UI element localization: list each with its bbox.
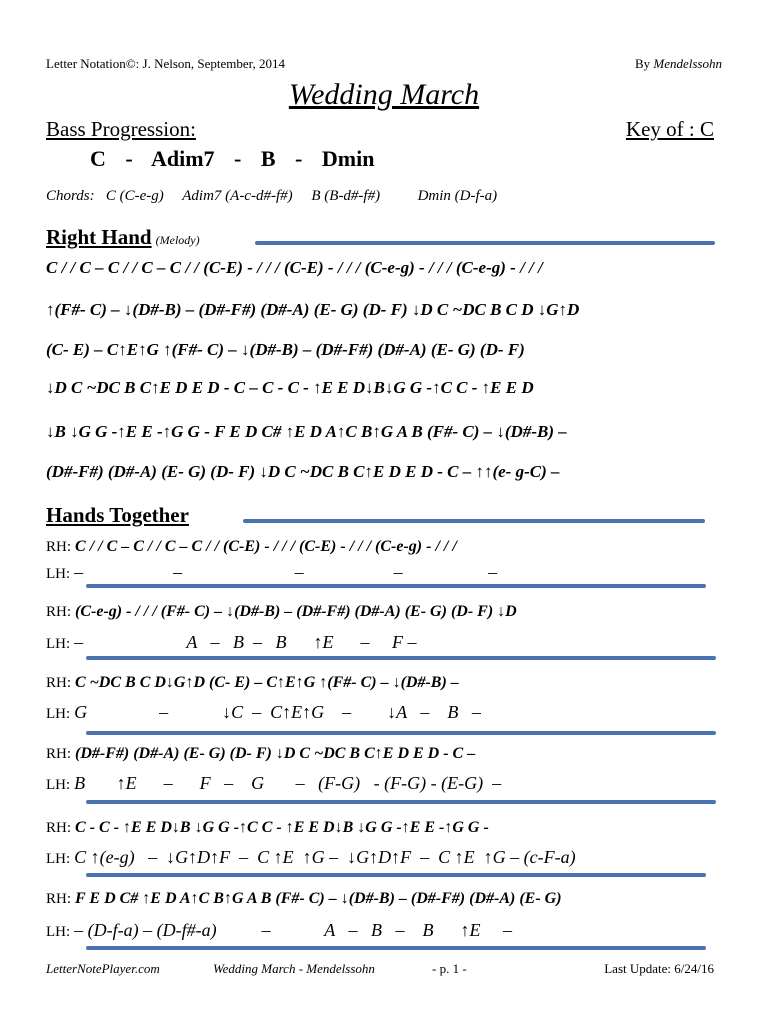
lh-notes: – (D-f-a) – (D-f#-a) – A – B – B ↑E – (74, 920, 512, 940)
melody-line-1: C / / C – C / / C – C / / (C-E) - / / / (C-E) - / / / (C-e-g) - / / / (C-e-g) - / / / (46, 258, 543, 277)
row-rule (86, 584, 706, 588)
melody-line-5: ↓B ↓G G -↑E E -↑G G - F E D C# ↑E D A↑C B↑G A B (F#- C) – ↓(D#-B) – (46, 422, 567, 441)
rh-notes: (D#-F#) (D#-A) (E- G) (D- F) ↓D C ~DC B C↑E D E D - C – (75, 745, 476, 762)
ht-row-5-lh (46, 847, 576, 868)
lh-notes: C ↑(e-g) – ↓G↑D↑F – C ↑E ↑G – ↓G↑D↑F – C ↑E ↑G – (c-F-a) (74, 847, 576, 867)
rh-label: RH: (46, 891, 72, 907)
melody-line-3: (C- E) – C↑E↑G ↑(F#- C) – ↓(D#-B) – (D#-F#) (D#-A) (E- G) (D- F) (46, 340, 525, 359)
section-rule (243, 519, 705, 523)
ht-row-6-lh (46, 920, 512, 941)
lh-label: LH: (46, 777, 71, 793)
header-composer (635, 56, 722, 72)
melody-note: (Melody) (155, 233, 200, 247)
ht-row-3-lh (46, 702, 481, 723)
lh-notes: G – ↓C – C↑E↑G – ↓A – B – (74, 702, 481, 722)
right-hand-heading: Right Hand (46, 225, 152, 249)
bass-progression-heading: Bass Progression: (46, 117, 196, 141)
lh-notes: – – – – – (74, 562, 498, 582)
melody-line-2: ↑(F#- C) – ↓(D#-B) – (D#-F#) (D#-A) (E- G) (D- F) ↓D C ~DC B C D ↓G↑D (46, 300, 580, 319)
rh-label: RH: (46, 604, 72, 620)
header-credit: Letter Notation©: J. Nelson, September, 2014 (46, 56, 285, 71)
row-rule (86, 800, 716, 804)
footer-site: LetterNotePlayer.com (46, 961, 160, 976)
ht-row-3-rh (46, 674, 459, 692)
section-rule (255, 241, 715, 245)
row-rule (86, 656, 716, 660)
bass-progression: C - Adim7 - B - Dmin (90, 146, 375, 171)
rh-notes: C / / C – C / / C – C / / (C-E) - / / / (C-E) - / / / (C-e-g) - / / / (75, 538, 457, 555)
row-rule (86, 946, 706, 950)
page-title: Wedding March (288, 78, 480, 111)
rh-label: RH: (46, 820, 72, 836)
ht-row-1-rh (46, 538, 457, 556)
rh-notes: F E D C# ↑E D A↑C B↑G A B (F#- C) – ↓(D#-B) – (D#-F#) (D#-A) (E- G) (75, 890, 562, 907)
row-rule (86, 731, 716, 735)
key-label: Key of : C (625, 117, 714, 141)
ht-row-4-lh (46, 773, 501, 794)
ht-row-2-lh (46, 632, 417, 653)
ht-row-5-rh (46, 819, 489, 837)
lh-label: LH: (46, 706, 71, 722)
rh-label: RH: (46, 539, 72, 555)
rh-label: RH: (46, 746, 72, 762)
footer-update: Last Update: 6/24/16 (604, 961, 714, 976)
lh-label: LH: (46, 566, 71, 582)
rh-notes: (C-e-g) - / / / (F#- C) – ↓(D#-B) – (D#-F#) (D#-A) (E- G) (D- F) ↓D (75, 603, 517, 620)
lh-label: LH: (46, 924, 71, 940)
right-hand-heading-group (46, 225, 200, 250)
ht-row-4-rh (46, 745, 475, 763)
header-by: By (634, 56, 654, 71)
header-composer-name: Mendelssohn (653, 56, 722, 71)
ht-row-2-rh (46, 603, 517, 621)
footer-page: - p. 1 - (432, 961, 467, 976)
hands-together-heading: Hands Together (46, 503, 189, 527)
rh-notes: C - C - ↑E E D↓B ↓G G -↑C C - ↑E E D↓B ↓G G -↑E E -↑G G - (75, 819, 489, 836)
lh-notes: B ↑E – F – G – (F-G) - (F-G) - (E-G) – (74, 773, 502, 793)
lh-label: LH: (46, 636, 71, 652)
row-rule (86, 873, 706, 877)
rh-label: RH: (46, 675, 72, 691)
ht-row-6-rh (46, 890, 562, 908)
ht-row-1-lh (46, 562, 497, 583)
lh-notes: – A – B – B ↑E – F – (74, 632, 417, 652)
melody-line-6: (D#-F#) (D#-A) (E- G) (D- F) ↓D C ~DC B C↑E D E D - C – ↑↑(e- g-C) – (46, 462, 560, 481)
melody-line-4: ↓D C ~DC B C↑E D E D - C – C - C - ↑E E D↓B↓G G -↑C C - ↑E E D (46, 378, 534, 397)
chords-line: Chords: C (C-e-g) Adim7 (A-c-d#-f#) B (B-d#-f#) Dmin (D-f-a) (46, 188, 498, 204)
rh-notes: C ~DC B C D↓G↑D (C- E) – C↑E↑G ↑(F#- C) – ↓(D#-B) – (75, 674, 459, 691)
footer-piece: Wedding March - Mendelssohn (213, 961, 375, 976)
lh-label: LH: (46, 851, 71, 867)
